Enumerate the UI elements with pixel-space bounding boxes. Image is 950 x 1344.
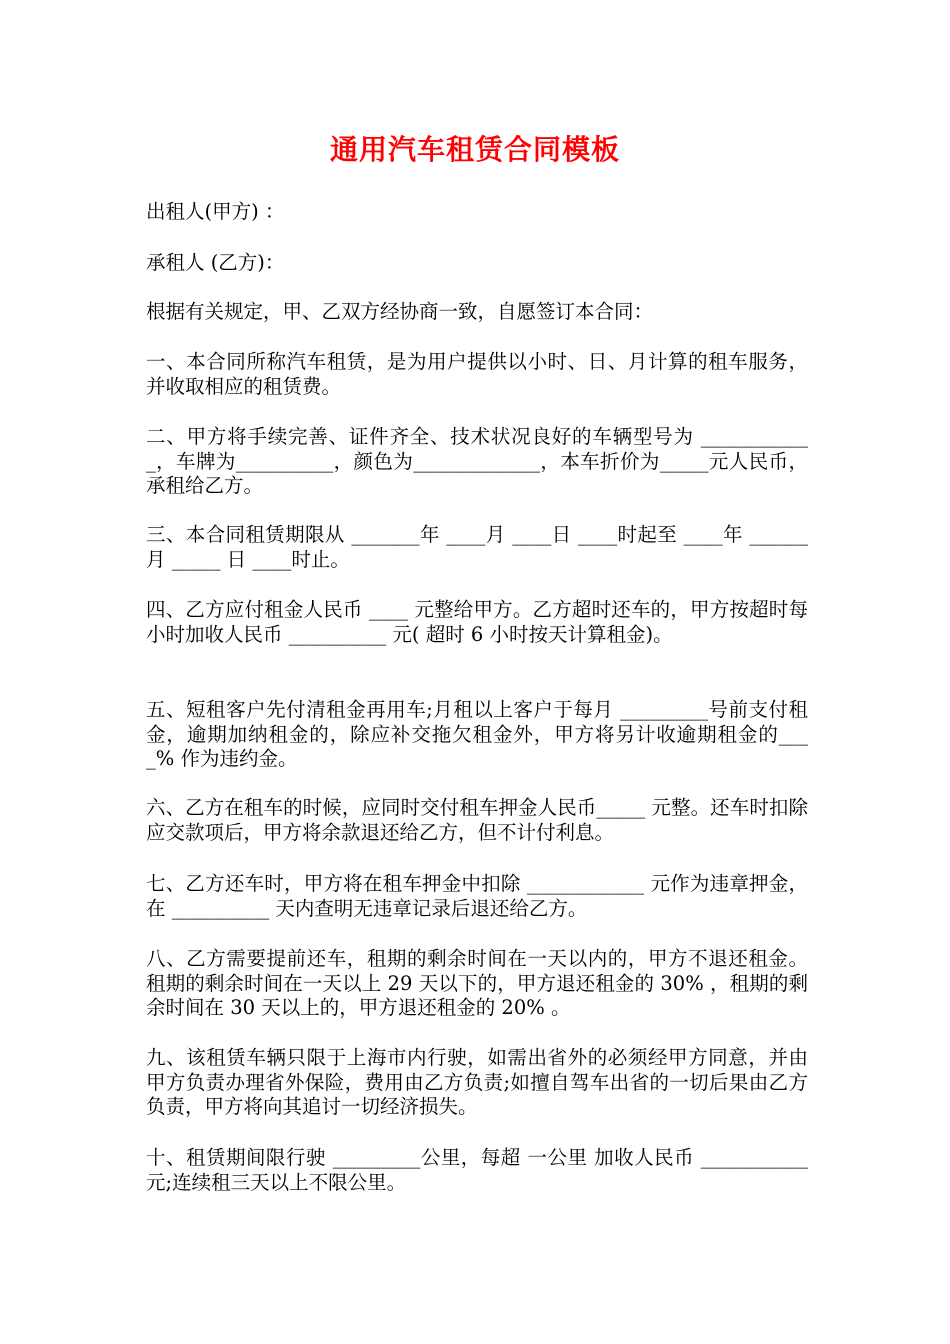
clause-1: 一、本合同所称汽车租赁，是为用户提供以小时、日、月计算的租车服务，并收取相应的租赁费。 xyxy=(146,350,808,398)
clause-3: 三、本合同租赁期限从 _______年 ____月 ____日 ____时起至 ____年 ______月 _____ 日 ____时止。 xyxy=(146,523,808,571)
clause-7: 七、乙方还车时，甲方将在租车押金中扣除 ____________ 元作为违章押金，在 __________ 天内查明无违章记录后退还给乙方。 xyxy=(146,872,808,920)
clause-5: 五、短租客户先付清租金再用车;月租以上客户于每月 _________号前支付租金，逾期加纳租金的，除应补交拖欠租金外，甲方将另计收逾期租金的____% 作为违约金。 xyxy=(146,698,808,770)
clause-4: 四、乙方应付租金人民币 ____ 元整给甲方。乙方超时还车的，甲方按超时每小时加收人民币 __________ 元( 超时 6 小时按天计算租金)。 xyxy=(146,598,808,646)
clause-2: 二、甲方将手续完善、证件齐全、技术状况良好的车辆型号为 ____________，车牌为__________，颜色为_____________，本车折价为_____元人民币，承租给乙方。 xyxy=(146,425,808,497)
preamble-paragraph: 根据有关规定，甲、乙双方经协商一致，自愿签订本合同： xyxy=(146,300,654,323)
clause-9: 九、该租赁车辆只限于上海市内行驶，如需出省外的必须经甲方同意，并由甲方负责办理省外保险，费用由乙方负责;如擅自驾车出省的一切后果由乙方负责，甲方将向其追讨一切经济损失。 xyxy=(146,1046,808,1118)
clause-10: 十、租赁期间限行驶 _________公里，每超 一公里 加收人民币 ___________元;连续租三天以上不限公里。 xyxy=(146,1146,808,1194)
clause-8: 八、乙方需要提前还车，租期的剩余时间在一天以内的，甲方不退还租金。租期的剩余时间在一天以上 29 天以下的，甲方退还租金的 30% ，租期的剩余时间在 30 天以上的，甲方退还租金的 20% 。 xyxy=(146,947,808,1019)
document-title: 通用汽车租赁合同模板 xyxy=(329,133,620,166)
clause-6: 六、乙方在租车的时候，应同时交付租车押金人民币_____ 元整。还车时扣除应交款项后，甲方将余款退还给乙方，但不计付利息。 xyxy=(146,796,808,844)
lessee-line: 承租人 (乙方)： xyxy=(146,251,285,274)
lessor-line: 出租人(甲方) ： xyxy=(146,200,285,223)
